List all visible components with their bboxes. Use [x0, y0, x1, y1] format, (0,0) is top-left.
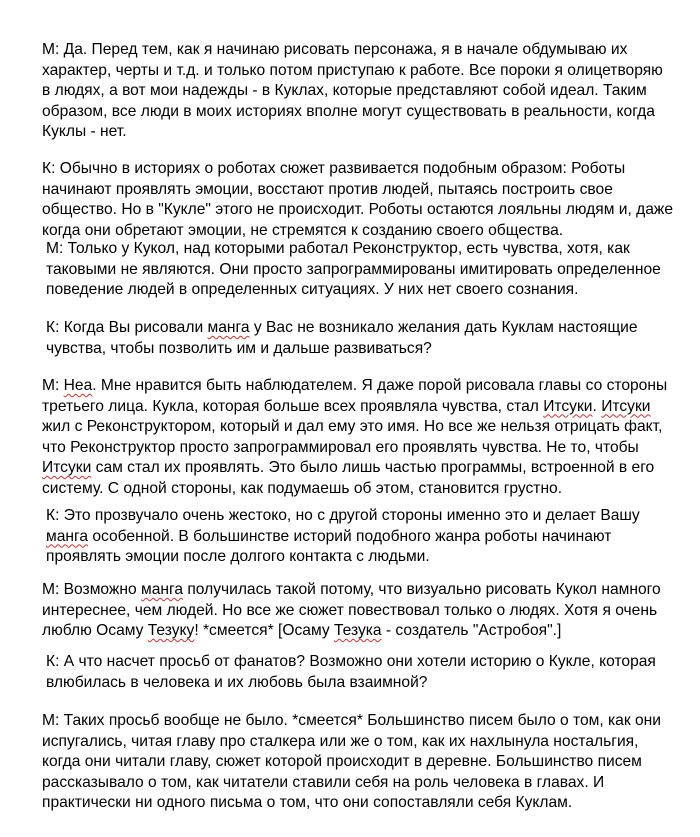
- paragraph: [42, 580, 682, 642]
- paragraph-line: чувства, чтобы позволить им и дальше развиваться?: [46, 339, 432, 357]
- paragraph-line: проявлять эмоции после долгого контакта с людьми.: [46, 548, 430, 565]
- spellcheck-word: Тезуку: [147, 622, 195, 639]
- paragraph-line: что Реконструктор просто запрограммировал его проявлять чувства. Не то, чтобы: [42, 438, 639, 456]
- paragraph: [46, 652, 686, 693]
- paragraph-line: когда они обретают эмоции, не стремятся к созданию своего общества.: [42, 221, 564, 239]
- paragraph-line: К: А что насчет просьб от фанатов? Возможно они хотели историю о Кукле, которая: [46, 653, 656, 670]
- paragraph-line: характер, черты и т.д. и только потом приступаю к работе. Все пороки я олицетворяю: [42, 61, 663, 79]
- paragraph: [46, 318, 686, 359]
- paragraph: [42, 711, 682, 814]
- paragraph-line: практически ни одного письма о том, что они сопоставляли себя Куклам.: [42, 794, 573, 811]
- paragraph-line: М: Только у Кукол, над которыми работал Реконструктор, есть чувства, хотя, как: [46, 240, 630, 257]
- paragraph: [42, 376, 682, 499]
- paragraph: [46, 239, 686, 301]
- paragraph-line: М: Таких просьб вообще не было. *смеется* Большинство писем было о том, как они: [42, 712, 662, 729]
- paragraph-line: третьего лица. Кукла, которая больше всех проявляла чувства, стал Итсуки. Итсуки: [42, 397, 651, 415]
- paragraph-line: М: Неа. Мне нравится быть наблюдателем. Я даже порой рисовала главы со стороны: [42, 377, 668, 394]
- paragraph-line: поведение людей в определенных ситуациях. У них нет своего сознания.: [46, 281, 579, 298]
- spellcheck-word: Неа: [63, 377, 93, 394]
- paragraph-line: манга особенной. В большинстве историй подобного жанра роботы начинают: [46, 527, 612, 545]
- paragraph-line: К: Когда Вы рисовали манга у Вас не возникало желания дать Куклам настоящие: [46, 319, 638, 336]
- paragraph-line: К: Это прозвучало очень жестоко, но с другой стороны именно это и делает Вашу: [46, 507, 640, 524]
- paragraph: [42, 40, 682, 143]
- paragraph-line: систему. С одной стороны, как подумаешь об этом, становится грустно.: [42, 479, 563, 497]
- paragraph-line: люблю Осаму Тезуку! *смеется* [Осаму Тезука - создатель "Астробоя".]: [42, 622, 562, 639]
- paragraph-line: начинают проявлять эмоции, восстают против людей, пытаясь построить свое: [42, 180, 613, 198]
- paragraph-line: испугались, читая главу про сталкера или же о том, как их нахлынула ностальгия,: [42, 732, 639, 750]
- paragraph-line: М: Возможно манга получилась такой потому, что визуально рисовать Кукол намного: [42, 581, 661, 598]
- paragraph: [46, 506, 686, 568]
- spellcheck-word: манга: [140, 581, 183, 598]
- spellcheck-word: Итсуки: [601, 397, 651, 415]
- paragraph-line: образом, все люди в моих историях вполне могут существовать в реальности, когда: [42, 102, 655, 120]
- paragraph-line: влюбилась в человека и их любовь была взаимной?: [46, 673, 428, 691]
- paragraph-line: рассказывало о том, как читатели ставили себя на роль человека в главах. И: [42, 773, 605, 791]
- paragraph-line: Куклы - нет.: [42, 123, 127, 140]
- paragraph-line: когда они читали главу, сюжет которой происходит в деревне. Большинство писем: [42, 753, 642, 770]
- paragraph: [42, 159, 682, 241]
- paragraph-line: интереснее, чем людей. Но все же сюжет повествовал только о людях. Хотя я очень: [42, 601, 658, 619]
- spellcheck-word: манга: [207, 319, 250, 336]
- paragraph-line: К: Обычно в историях о роботах сюжет развивается подобным образом: Роботы: [42, 160, 626, 177]
- spellcheck-word: Итсуки: [42, 459, 92, 476]
- spellcheck-word: манга: [46, 527, 89, 545]
- paragraph-line: М: Да. Перед тем, как я начинаю рисовать персонажа, я в начале обдумываю их: [42, 41, 628, 58]
- paragraph-line: таковыми не являются. Они просто запрограммированы имитировать определенное: [46, 260, 661, 278]
- spellcheck-word: Тезука: [333, 622, 382, 639]
- paragraph-line: жил с Реконструктором, который и дал ему это имя. Но все же нельзя отрицать факт,: [42, 418, 663, 435]
- spellcheck-word: Итсуки: [543, 397, 593, 415]
- paragraph-line: общество. Но в "Кукле" этого не происходит. Роботы остаются лояльны людям и, даже: [42, 201, 674, 218]
- paragraph-line: в людях, а вот мои надежды - в Куклах, которые представляют собой идеал. Таким: [42, 82, 647, 99]
- paragraph-line: Итсуки сам стал их проявлять. Это было лишь частью программы, встроенной в его: [42, 459, 655, 476]
